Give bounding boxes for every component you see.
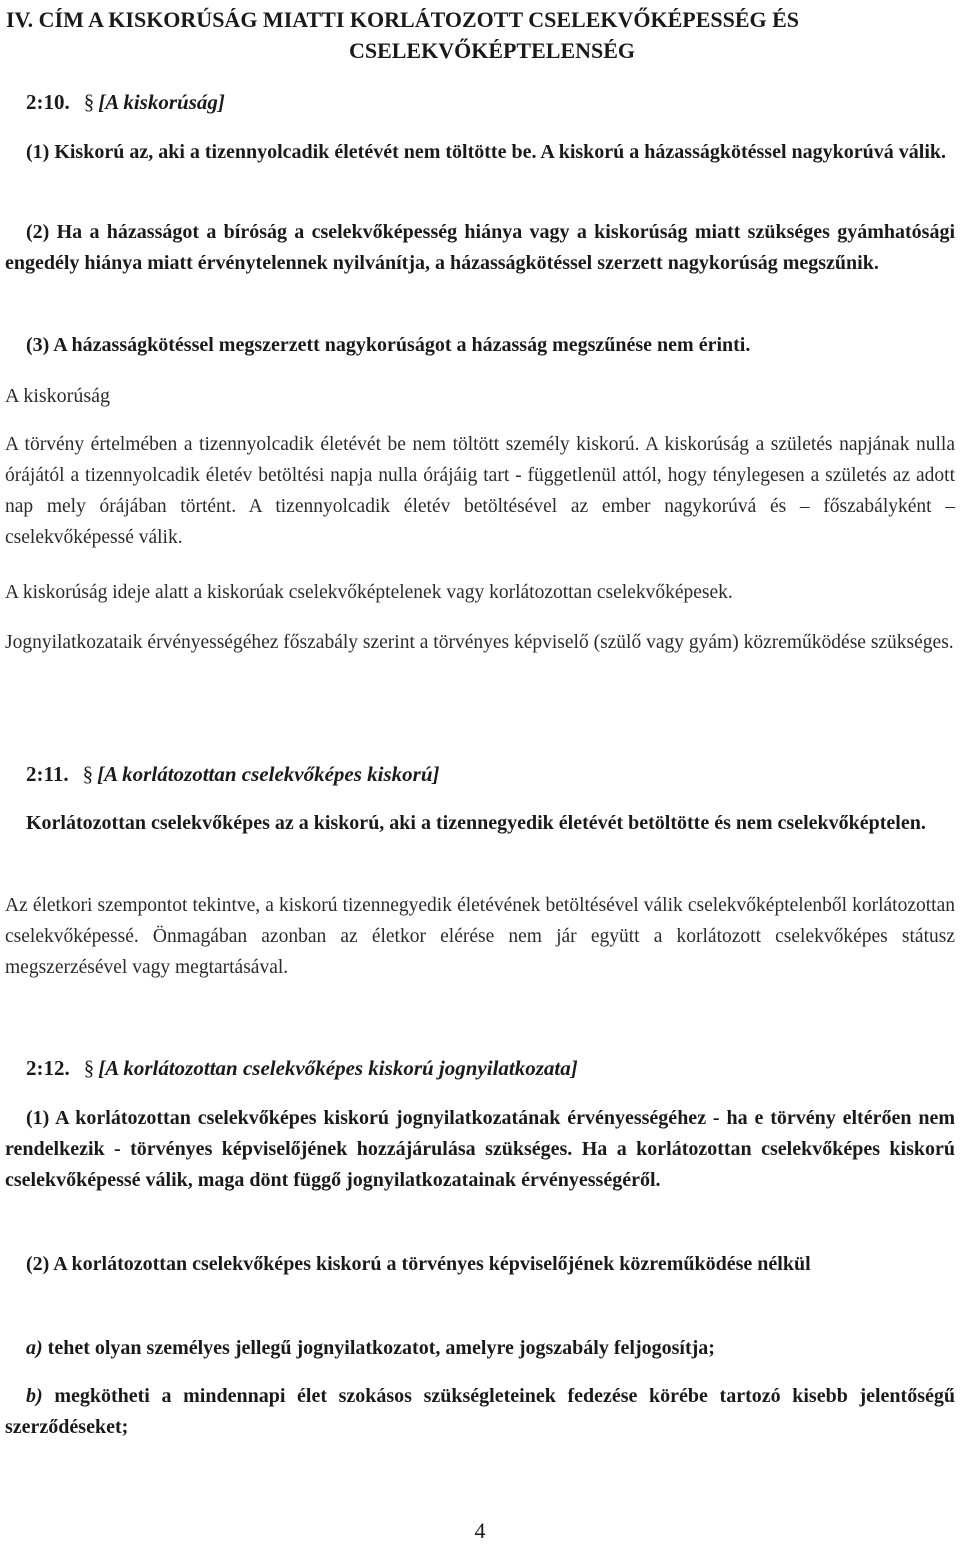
statute-paragraph: (2) A korlátozottan cselekvőképes kiskorú a törvényes képviselőjének közreműködése nélkül (26, 1253, 811, 1275)
section-sign: § (83, 1056, 95, 1080)
statute-paragraph: (3) A házasságkötéssel megszerzett nagykorúságot a házasság megszűnése nem érinti. (26, 334, 751, 356)
commentary-paragraph: A törvény értelmében a tizennyolcadik életévét be nem töltött személy kiskorú. A kiskorúság a születés napjának nulla órájától a tizennyolcadik életév betöltési napja nulla órájáig tart - függetlenül attól, hogy ténylegesen a születés az adott nap mely órájában történt. A tizennyolcadik életév betöltésével az ember nagykorúvá és – főszabályként – cselekvőképessé válik. (5, 434, 955, 548)
section-title: [A korlátozottan cselekvőképes kiskorú jognyilatkozata] (98, 1056, 578, 1080)
section-sign: § (83, 90, 95, 114)
section-title: [A korlátozottan cselekvőképes kiskorú] (97, 762, 440, 786)
statute-paragraph: (2) Ha a házasságot a bíróság a cselekvőképesség hiánya vagy a kiskorúság miatt szükséges gyámhatósági engedély hiánya miatt érvénytelennek nyilvánítja, a házasságkötéssel szerzett nagykorúság megszűnik. (5, 221, 955, 274)
statute-paragraph: Korlátozottan cselekvőképes az a kiskorú, aki a tizennegyedik életévét betöltötte és nem cselekvőképtelen. (26, 812, 926, 834)
section-heading-2-11 (26, 760, 440, 788)
section-heading-2-10 (26, 88, 225, 116)
section-title: [A kiskorúság] (98, 90, 225, 114)
list-item-text: megkötheti a mindennapi élet szokásos szükségleteinek fedezése körébe tartozó kisebb jelentőségű szerződéseket; (5, 1385, 955, 1438)
chapter-title (6, 4, 954, 66)
chapter-title-line-2: CSELEKVŐKÉPTELENSÉG (348, 38, 636, 63)
section-number: 2:10. (26, 90, 70, 114)
list-item-label: a) (26, 1337, 43, 1359)
section-sign: § (82, 762, 94, 786)
commentary-paragraph: Jognyilatkozataik érvényességéhez főszabály szerint a törvényes képviselő (szülő vagy gyám) közreműködése szükséges. (5, 632, 954, 653)
commentary-paragraph: Az életkori szempontot tekintve, a kiskorú tizennegyedik életévének betöltésével válik cselekvőképtelenből korlátozottan cselekvőképessé. Önmagában azonban az életkor elérése nem jár együtt a korlátozott cselekvőképes státusz megszerzésével vagy megtartásával. (5, 895, 955, 978)
statute-paragraph: (1) A korlátozottan cselekvőképes kiskorú jognyilatkozatának érvényességéhez - ha e törvény eltérően nem rendelkezik - törvényes képviselőjének hozzájárulása szükséges. Ha a korlátozottan cselekvőképes kiskorú cselekvőképessé válik, maga dönt függő jognyilatkozatainak érvényességéről. (5, 1107, 955, 1191)
section-heading-2-12 (26, 1054, 578, 1082)
list-item-text: tehet olyan személyes jellegű jognyilatkozatot, amelyre jogszabály feljogosítja; (47, 1337, 715, 1359)
list-item (5, 1333, 955, 1364)
section-number: 2:12. (26, 1056, 70, 1080)
page-number: 4 (474, 1518, 486, 1543)
commentary-heading: A kiskorúság (5, 385, 110, 407)
chapter-title-line-1: IV. CÍM A KISKORÚSÁG MIATTI KORLÁTOZOTT CSELEKVŐKÉPESSÉG ÉS (6, 7, 800, 32)
commentary-paragraph: A kiskorúság ideje alatt a kiskorúak cselekvőképtelenek vagy korlátozottan cselekvőképesek. (5, 582, 733, 603)
list-item-label: b) (26, 1385, 43, 1407)
statute-paragraph: (1) Kiskorú az, aki a tizennyolcadik életévét nem töltötte be. A kiskorú a házasságkötéssel nagykorúvá válik. (26, 141, 946, 163)
section-number: 2:11. (26, 762, 69, 786)
list-item (5, 1381, 955, 1443)
